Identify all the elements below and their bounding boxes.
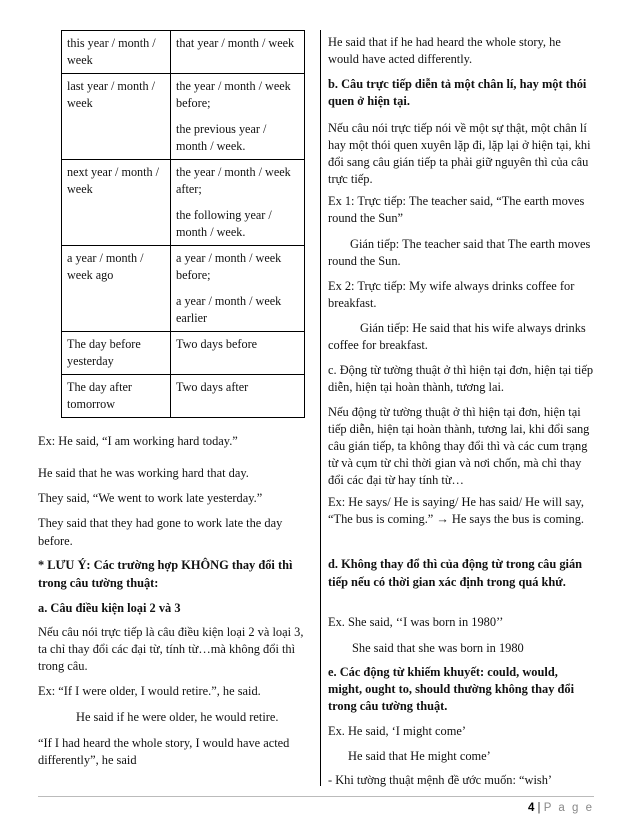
section-b-text: Nếu câu nói trực tiếp nói về một sự thật, một chân lí hay một thói quen xuyên lặp đi, lặp lại ở hiện tại, khi đổi sang câu gián tiếp ta phải giữ nguyên thì của câu trực tiếp. — [328, 121, 591, 186]
example-3: Ex: “If I were older, I would retire.”, he said. — [38, 684, 261, 698]
section-e-example-indirect: He said that He might come’ — [348, 749, 491, 763]
reported-speech-cell — [171, 74, 305, 160]
cell-text: last year / month / week — [67, 79, 156, 110]
section-d-heading: d. Không thay đổ thì của động từ trong câu gián tiếp nếu có thời gian xác định trong quá khứ. — [328, 557, 583, 589]
section-d-example-indirect: She said that she was born in 1980 — [352, 641, 524, 655]
section-c-example: Ex: He says/ He is saying/ He has said/ He will say, “The bus is coming.” → He says the bus is coming. — [328, 495, 585, 526]
reported-speech-cell — [171, 332, 305, 375]
cell-text: a year / month / week earlier — [176, 294, 282, 325]
direct-speech-cell — [62, 160, 171, 246]
page-label: P a g e — [543, 802, 594, 814]
direct-speech-cell — [62, 74, 171, 160]
example-2: They said, “We went to work late yesterday.” — [38, 491, 263, 505]
table-row — [62, 160, 305, 246]
cell-text: Two days before — [176, 337, 258, 351]
table-row — [62, 74, 305, 160]
page-footer — [528, 800, 594, 817]
cell-text: next year / month / week — [67, 165, 160, 196]
section-d-example: Ex. She said, ‘‘I was born in 1980’’ — [328, 615, 504, 629]
example-1-indirect: He said that he was working hard that day. — [38, 466, 249, 480]
cell-text: the year / month / week before; — [176, 79, 291, 110]
footer-rule — [38, 796, 594, 797]
note-heading: * LƯU Ý: Các trường hợp KHÔNG thay đổi thì trong câu tường thuật: — [38, 558, 293, 590]
table-row — [62, 246, 305, 332]
cell-text: the year / month / week after; — [176, 165, 291, 196]
section-b-example-1-indirect: Gián tiếp: The teacher said that The earth moves round the Sun. — [328, 237, 591, 268]
section-e-example: Ex. He said, ‘I might come’ — [328, 724, 466, 738]
section-b-example-1: Ex 1: Trực tiếp: The teacher said, “The earth moves round the Sun” — [328, 194, 585, 225]
continuation-text: He said that if he had heard the whole story, he would have acted differently. — [328, 35, 561, 66]
cell-text: The day before yesterday — [67, 337, 141, 368]
column-divider — [320, 30, 321, 786]
reported-speech-cell — [171, 246, 305, 332]
section-c-heading: c. Động từ tường thuật ở thì hiện tại đơn, hiện tại tiếp diễn, hiện tại hoàn thành, tương lai. — [328, 363, 594, 394]
section-b-example-2: Ex 2: Trực tiếp: My wife always drinks coffee for breakfast. — [328, 279, 575, 310]
cell-text: The day after tomorrow — [67, 380, 132, 411]
cell-text: Two days after — [176, 380, 249, 394]
example-1: Ex: He said, “I am working hard today.” — [38, 434, 238, 448]
cell-text: the following year / month / week. — [176, 208, 272, 239]
cell-text: a year / month / week before; — [176, 251, 282, 282]
cell-text: a year / month / week ago — [67, 251, 144, 282]
section-e-heading: e. Các động từ khiếm khuyết: could, would, might, ought to, should thường không thay đổi trong câu tường thuật. — [328, 665, 575, 713]
wish-clause-note: - Khi tường thuật mệnh đề ước muốn: “wish’ — [328, 773, 553, 787]
direct-speech-cell — [62, 246, 171, 332]
section-b-heading: b. Câu trực tiếp diễn tả một chân lí, hay một thói quen ở hiện tại. — [328, 77, 587, 108]
section-a-heading: a. Câu điều kiện loại 2 và 3 — [38, 601, 181, 615]
table-row — [62, 31, 305, 74]
reported-speech-cell — [171, 160, 305, 246]
table-row — [62, 375, 305, 418]
page-number: 4 — [527, 802, 535, 814]
reported-speech-cell — [171, 375, 305, 418]
example-3-indirect: He said if he were older, he would retire. — [76, 710, 279, 724]
example-2-indirect: They said that they had gone to work late the day before. — [38, 516, 283, 548]
footer-separator: | — [537, 802, 541, 814]
section-b-example-2-indirect: Gián tiếp: He said that his wife always drinks coffee for breakfast. — [328, 321, 586, 352]
direct-speech-cell — [62, 31, 171, 74]
reported-speech-cell — [171, 31, 305, 74]
cell-text: this year / month / week — [67, 36, 156, 67]
direct-speech-cell — [62, 332, 171, 375]
section-a-text: Nếu câu nói trực tiếp là câu điều kiện loại 2 và loại 3, ta chỉ thay đổi các đại từ, tính từ…mà không đổi thì trong câu. — [38, 625, 304, 673]
direct-speech-cell — [62, 375, 171, 418]
time-expression-table — [61, 30, 305, 418]
example-4: “If I had heard the whole story, I would have acted differently”, he said — [38, 736, 290, 767]
cell-text: that year / month / week — [176, 36, 295, 50]
section-c-text: Nếu động từ tường thuật ở thì hiện tại đơn, hiện tại tiếp diễn, hiện tại hoàn thành, tương lai, khi đổi sang câu gián tiếp, ta không thay đổi thì và các cum trạng từ và cụm từ chỉ thời gian và nơi chốn, mà chỉ thay đổi các đại từ hay tính từ… — [328, 405, 590, 487]
cell-text: the previous year / month / week. — [176, 122, 267, 153]
table-row — [62, 332, 305, 375]
